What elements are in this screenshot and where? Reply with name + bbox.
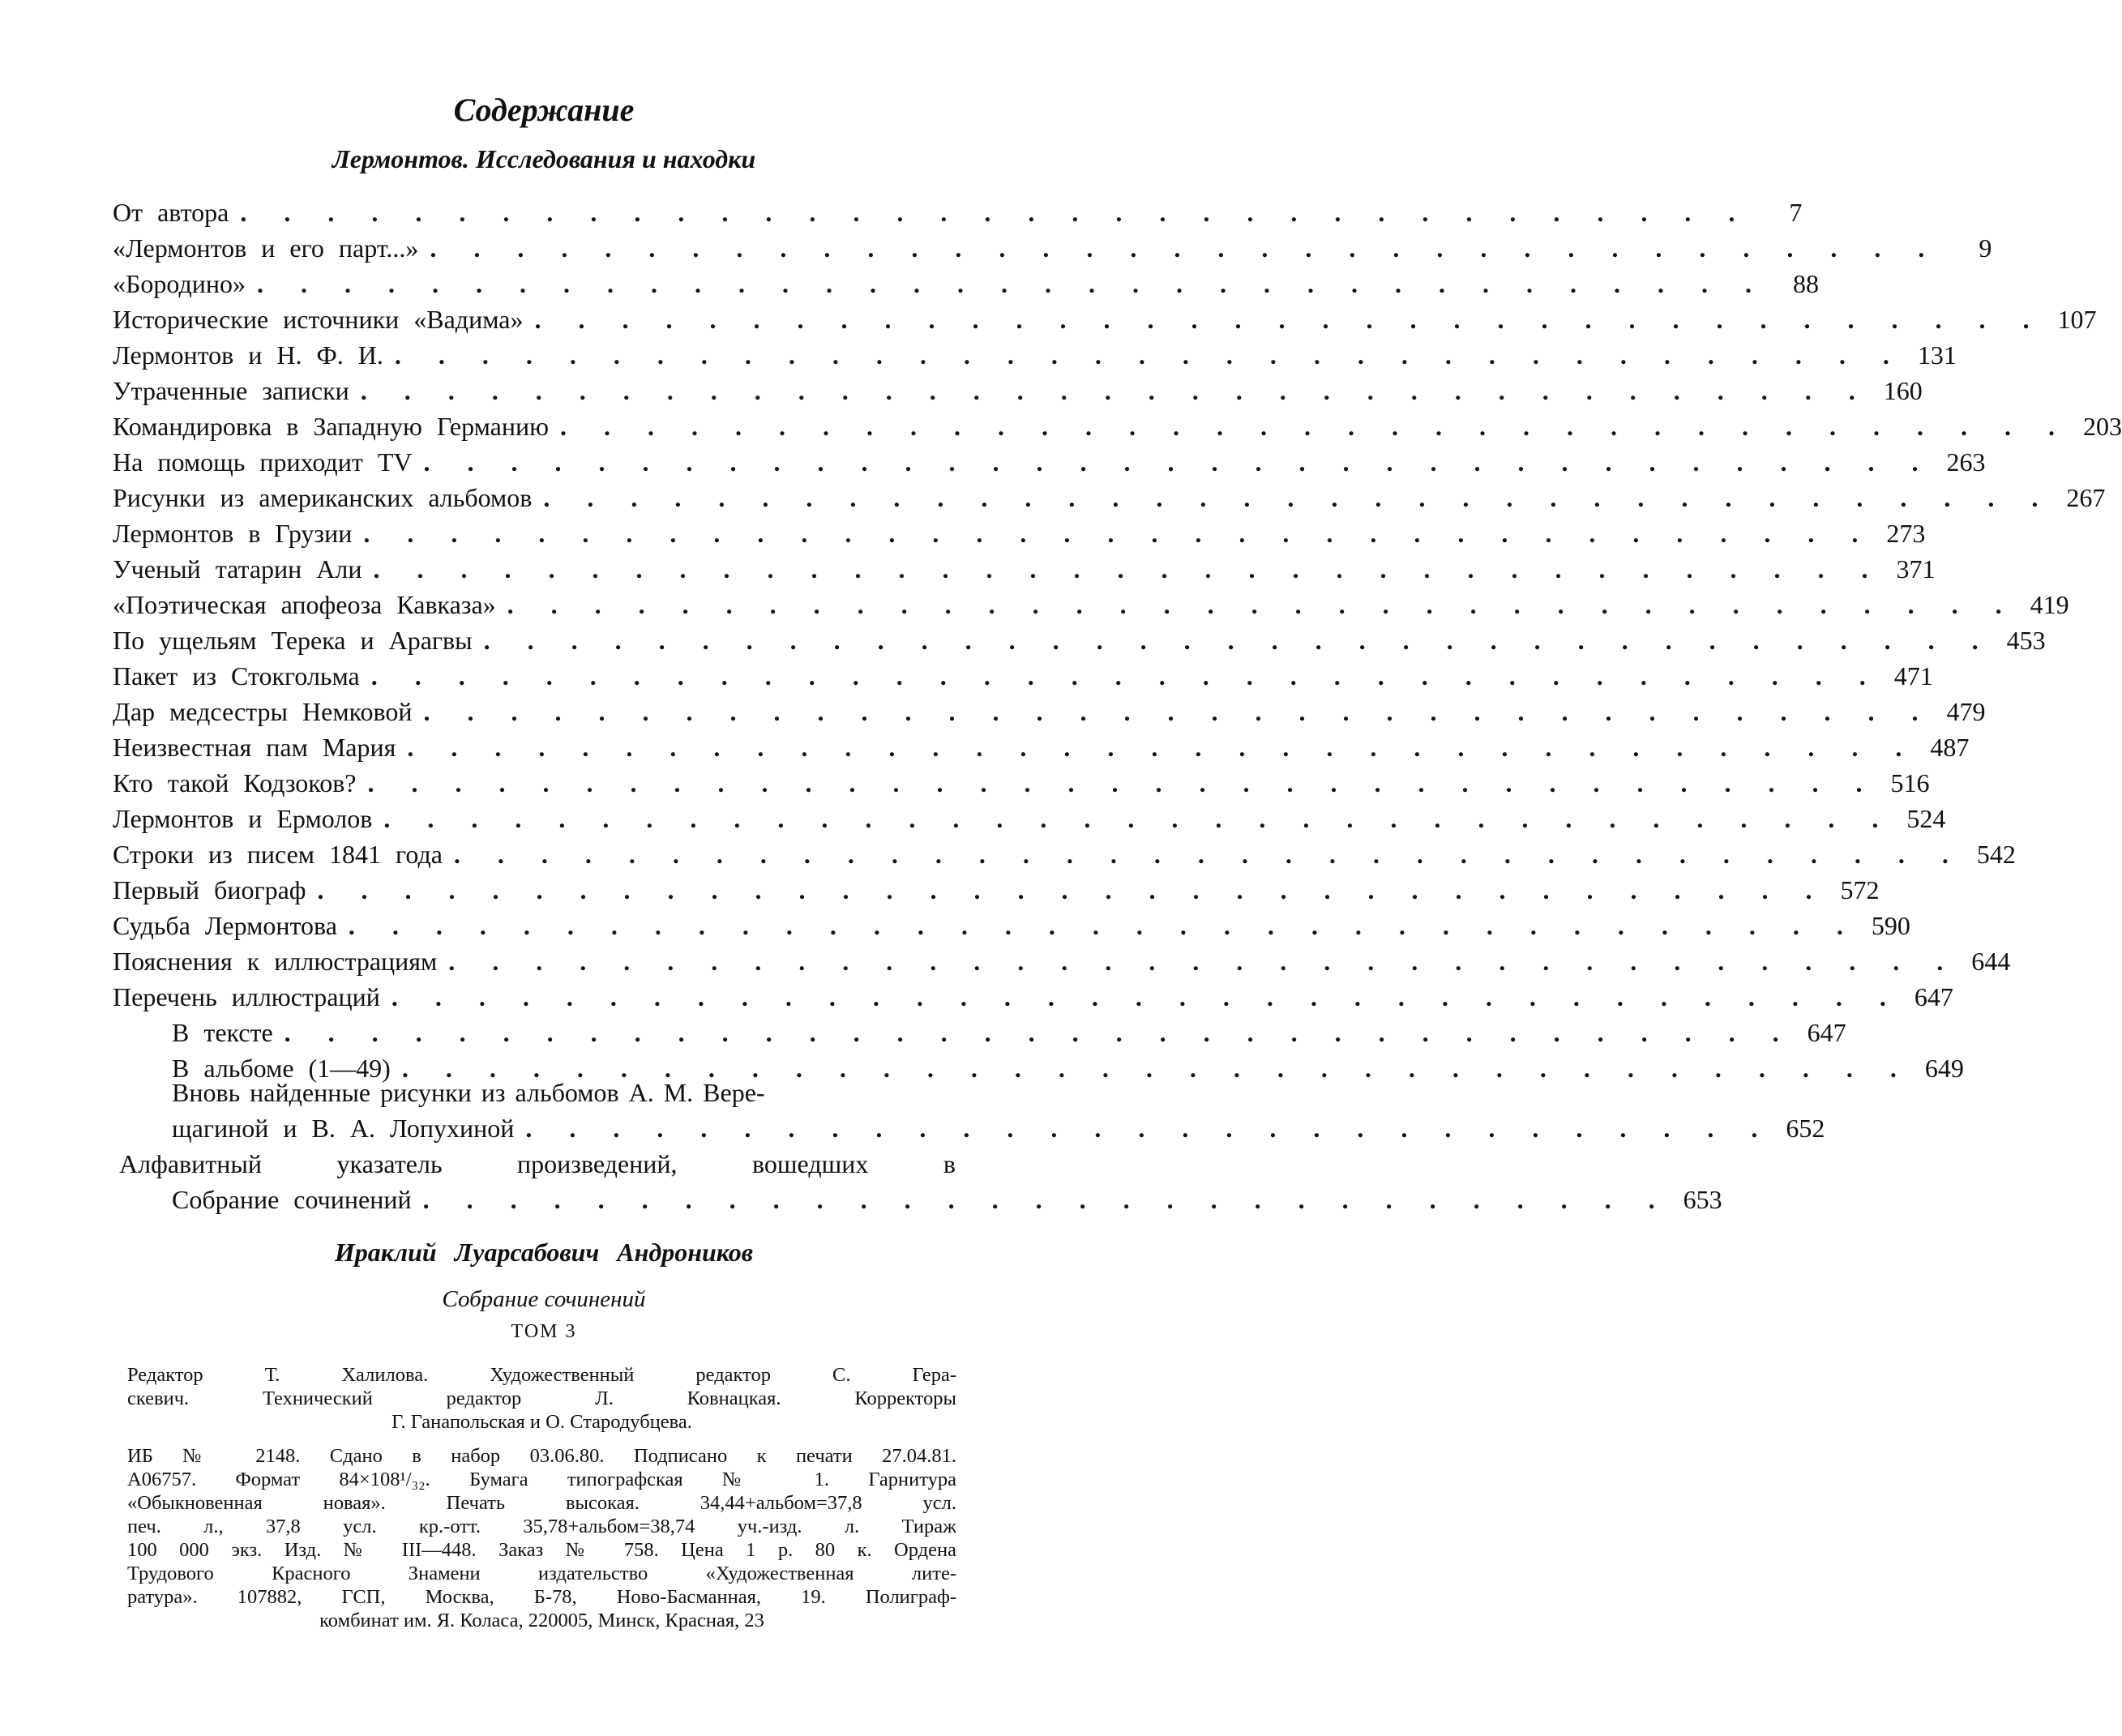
dot-leader: . . . . . . . . . . . . . . . . . . . . . . . . . . . . . . . . . . . bbox=[370, 661, 1881, 691]
toc-entry bbox=[113, 694, 1986, 729]
dot-leader: . . . . . . . . . . . . . . . . . . . . . . . . . . . . . . . . . . . bbox=[423, 447, 1934, 477]
toc-entry-title: По ущельям Терека и Арагвы bbox=[113, 626, 473, 655]
dot-leader: . . . . . . . . . . . . . . . . . . . . . . . . . . . . . . . . . . . bbox=[363, 519, 1874, 548]
toc-found-drawings-line1: Вновь найденные рисунки из альбомов А. М. Вере- bbox=[172, 1078, 765, 1107]
volume-number: ТОМ 3 bbox=[511, 1321, 577, 1342]
toc-entry-title: Лермонтов и Ермолов bbox=[113, 804, 373, 833]
imprint-print-line: А06757. Формат 84×108¹/₃₂. Бумага типографская № 1. Гарнитура bbox=[127, 1469, 956, 1490]
toc-entry bbox=[113, 836, 2016, 872]
toc-entry-title: Командировка в Западную Германию bbox=[113, 412, 550, 441]
toc-entry-page: 9 bbox=[1979, 233, 1992, 263]
alpha-word: указатель bbox=[336, 1149, 443, 1178]
toc-entry-title: Лермонтов и Н. Ф. И. bbox=[113, 340, 383, 370]
toc-entry-title: Дар медсестры Немковой bbox=[113, 697, 413, 726]
dot-leader: . . . . . . . . . . . . . . . . . . . . . . . . . . . . . . . . . . . bbox=[240, 198, 1751, 227]
toc-entry-page: 7 bbox=[1789, 198, 1803, 227]
dot-leader: . . . . . . . . . . . . . . . . . . . . . . . . . . . . . . . . . . . bbox=[367, 768, 1878, 797]
toc-entry-page: 273 bbox=[1886, 519, 1926, 548]
toc-entry bbox=[113, 872, 1880, 908]
toc-entry bbox=[113, 373, 1923, 408]
toc-entry-title: На помощь приходит TV bbox=[113, 447, 413, 477]
toc-entry bbox=[113, 622, 2046, 658]
alpha-word: Алфавитный bbox=[119, 1149, 262, 1178]
toc-entry-title: Пояснения к иллюстрациям bbox=[113, 947, 438, 976]
author-name: Ираклий Луарсабович Андроников bbox=[334, 1238, 754, 1267]
dot-leader: . . . . . . . . . . . . . . . . . . . . . . . . . . . . . bbox=[422, 1185, 1671, 1214]
toc-entry-title: Первый биограф bbox=[113, 875, 306, 904]
toc-entry-title: Утраченные записки bbox=[113, 376, 349, 405]
dot-leader: . . . . . . . . . . . . . . . . . . . . . . . . . . . . . . . . . . . bbox=[534, 305, 2045, 334]
toc-entry-page: 644 bbox=[1971, 947, 2011, 976]
contents-title: Содержание bbox=[453, 92, 635, 128]
toc-entry bbox=[113, 729, 1970, 765]
imprint-print-line: комбинат им. Я. Коласа, 220005, Минск, Красная, 23 bbox=[319, 1610, 764, 1631]
dot-leader: . . . . . . . . . . . . . . . . . . . . . . . . . . . . . . . . . . . bbox=[394, 340, 1905, 370]
imprint-staff-line: скевич. Технический редактор Л. Ковнацкая. Корректоры bbox=[127, 1388, 956, 1409]
toc-entry-page: 263 bbox=[1946, 447, 1986, 477]
toc-entry-title: Собрание сочинений bbox=[172, 1185, 412, 1214]
toc-entry-title: Судьба Лермонтова bbox=[113, 911, 337, 940]
toc-entry bbox=[113, 908, 1910, 943]
toc-entry-page: 419 bbox=[2030, 590, 2069, 619]
toc-alpha-index-row bbox=[172, 1182, 1722, 1217]
dot-leader: . . . . . . . . . . . . . . . . . . . . . . . . . . . . . . . . . . . bbox=[360, 376, 1871, 405]
alpha-word: произведений, bbox=[517, 1149, 678, 1178]
dot-leader: . . . . . . . . . . . . . . . . . . . . . . . . . . . . . . . . . . . bbox=[391, 982, 1902, 1011]
toc-entry-title: Лермонтов в Грузии bbox=[113, 519, 353, 548]
toc-alpha-index-line1 bbox=[119, 1146, 956, 1182]
toc-entry bbox=[113, 266, 1819, 301]
toc-entry bbox=[113, 765, 1930, 801]
toc-entry bbox=[113, 408, 2122, 444]
toc-entry bbox=[113, 801, 1946, 836]
toc-entry-title: Пакет из Стокгольма bbox=[113, 661, 360, 691]
dot-leader: . . . . . . . . . . . . . . . . . . . . . . . . . . . . . . . . . . . bbox=[483, 626, 1994, 655]
toc-entry bbox=[113, 230, 1992, 266]
toc-entry-title: В альбоме (1—49) bbox=[172, 1054, 391, 1083]
toc-entry-page: 647 bbox=[1807, 1018, 1846, 1047]
toc-entry-page: 652 bbox=[1786, 1114, 1825, 1143]
toc-entry-title: Кто такой Кодзоков? bbox=[113, 768, 357, 797]
dot-leader: . . . . . . . . . . . . . . . . . . . . . . . . . . . . . . . . . . . bbox=[453, 840, 1964, 869]
toc-entry bbox=[113, 551, 1936, 587]
imprint-staff-line: Редактор Т. Халилова. Художественный редактор С. Гера- bbox=[127, 1364, 956, 1386]
dot-leader: . . . . . . . . . . . . . . . . . . . . . . . . . . . . . . . . . . . bbox=[317, 875, 1828, 904]
imprint-print-line: ратура». 107882, ГСП, Москва, Б-78, Ново-Басманная, 19. Полиграф- bbox=[127, 1586, 956, 1608]
toc-entry-title: «Лермонтов и его парт...» bbox=[113, 233, 419, 263]
toc-entry-title: Неизвестная пам Мария bbox=[113, 733, 396, 762]
toc-entry-page: 203 bbox=[2083, 412, 2122, 441]
toc-entry-page: 371 bbox=[1896, 554, 1936, 584]
dot-leader: . . . . . . . . . . . . . . . . . . . . . . . . . . . . . bbox=[525, 1114, 1773, 1143]
toc-entry-page: 160 bbox=[1883, 376, 1923, 405]
toc-entry bbox=[113, 337, 1957, 373]
toc-entry-page: 107 bbox=[2057, 305, 2097, 334]
dot-leader: . . . . . . . . . . . . . . . . . . . . . . . . . . . . . . . . . . . bbox=[448, 947, 1959, 976]
toc-entry bbox=[113, 515, 1926, 551]
alpha-word: вошедших bbox=[752, 1149, 869, 1178]
dot-leader: . . . . . . . . . . . . . . . . . . . . . . . . . . . . . . . . . . . bbox=[348, 911, 1859, 940]
work-title: Собрание сочинений bbox=[442, 1286, 646, 1312]
toc-entry-page: 653 bbox=[1683, 1185, 1722, 1214]
toc-entry bbox=[113, 444, 1986, 480]
dot-leader: . . . . . . . . . . . . . . . . . . . . . . . . . . . . . . . . . . . bbox=[543, 483, 2054, 512]
toc-entry bbox=[113, 301, 2097, 337]
toc-entry-page: 453 bbox=[2006, 626, 2046, 655]
toc-entry bbox=[113, 587, 2069, 622]
toc-entry bbox=[113, 943, 2011, 979]
toc-entry-page: 471 bbox=[1893, 661, 1933, 691]
imprint-print-line: Трудового Красного Знамени издательство «Художественная лите- bbox=[127, 1563, 956, 1584]
toc-entry bbox=[113, 658, 1933, 694]
toc-entry bbox=[113, 195, 1803, 230]
toc-entry-title: Рисунки из американских альбомов bbox=[113, 483, 533, 512]
toc-entry-page: 131 bbox=[1917, 340, 1957, 370]
toc-entry-page: 479 bbox=[1946, 697, 1986, 726]
toc-sub-entry bbox=[172, 1015, 1846, 1050]
toc-entry-page: 542 bbox=[1976, 840, 2016, 869]
imprint-print-line: «Обыкновенная новая». Печать высокая. 34,44+альбом=37,8 усл. bbox=[127, 1492, 956, 1514]
imprint-staff-line: Г. Ганапольская и О. Стародубцева. bbox=[391, 1411, 692, 1433]
toc-entry-page: 267 bbox=[2066, 483, 2106, 512]
dot-leader: . . . . . . . . . . . . . . . . . . . . . . . . . . . . . . . . . . . bbox=[407, 733, 1918, 762]
toc-entry-page: 649 bbox=[1924, 1054, 1964, 1083]
imprint-print-line: печ. л., 37,8 усл. кр.-отт. 35,78+альбом=38,74 уч.-изд. л. Тираж bbox=[127, 1516, 956, 1537]
toc-entry-page: 487 bbox=[1930, 733, 1970, 762]
toc-entry-page: 647 bbox=[1914, 982, 1953, 1011]
toc-entry-title: В тексте bbox=[172, 1018, 273, 1047]
dot-leader: . . . . . . . . . . . . . . . . . . . . . . . . . . . . . . . . . . . bbox=[401, 1054, 1912, 1083]
toc-found-drawings-row bbox=[172, 1110, 1825, 1146]
toc-entry-title: щагиной и В. А. Лопухиной bbox=[172, 1114, 515, 1143]
dot-leader: . . . . . . . . . . . . . . . . . . . . . . . . . . . . . . . . . . . bbox=[284, 1018, 1795, 1047]
toc-entry-title: От автора bbox=[113, 198, 229, 227]
toc-entry-title: Исторические источники «Вадима» bbox=[113, 305, 524, 334]
dot-leader: . . . . . . . . . . . . . . . . . . . . . . . . . . . . . . . . . . . bbox=[430, 233, 1940, 263]
toc-entry-title: «Бородино» bbox=[113, 269, 246, 298]
toc-entry-page: 516 bbox=[1890, 768, 1930, 797]
toc-entry-title: Строки из писем 1841 года bbox=[113, 840, 443, 869]
imprint-print-line: ИБ № 2148. Сдано в набор 03.06.80. Подписано к печати 27.04.81. bbox=[127, 1445, 956, 1467]
toc-entry-page: 572 bbox=[1840, 875, 1880, 904]
dot-leader: . . . . . . . . . . . . . . . . . . . . . . . . . . . . . . . . . . . bbox=[373, 554, 1884, 584]
toc-entry bbox=[113, 979, 1953, 1015]
toc-entry bbox=[113, 480, 2106, 515]
toc-entry-page: 524 bbox=[1906, 804, 1946, 833]
dot-leader: . . . . . . . . . . . . . . . . . . . . . . . . . . . . . . . . . . . bbox=[383, 804, 1894, 833]
dot-leader: . . . . . . . . . . . . . . . . . . . . . . . . . . . . . . . . . . . bbox=[560, 412, 2071, 441]
contents-subtitle: Лермонтов. Исследования и находки bbox=[332, 144, 756, 173]
dot-leader: . . . . . . . . . . . . . . . . . . . . . . . . . . . . . . . . . . . bbox=[423, 697, 1934, 726]
dot-leader: . . . . . . . . . . . . . . . . . . . . . . . . . . . . . . . . . . . bbox=[256, 269, 1767, 298]
toc-entry-title: Перечень иллюстраций bbox=[113, 982, 380, 1011]
imprint-print-line: 100 000 экз. Изд. № III—448. Заказ № 758. Цена 1 р. 80 к. Ордена bbox=[127, 1539, 956, 1561]
toc-entry-title: Ученый татарин Али bbox=[113, 554, 362, 584]
dot-leader: . . . . . . . . . . . . . . . . . . . . . . . . . . . . . . . . . . . bbox=[507, 590, 2017, 619]
toc-entry-page: 88 bbox=[1792, 269, 1819, 298]
toc-entry-title: «Поэтическая апофеоза Кавказа» bbox=[113, 590, 496, 619]
toc-entry-page: 590 bbox=[1871, 911, 1910, 940]
alpha-word: в bbox=[943, 1149, 956, 1178]
